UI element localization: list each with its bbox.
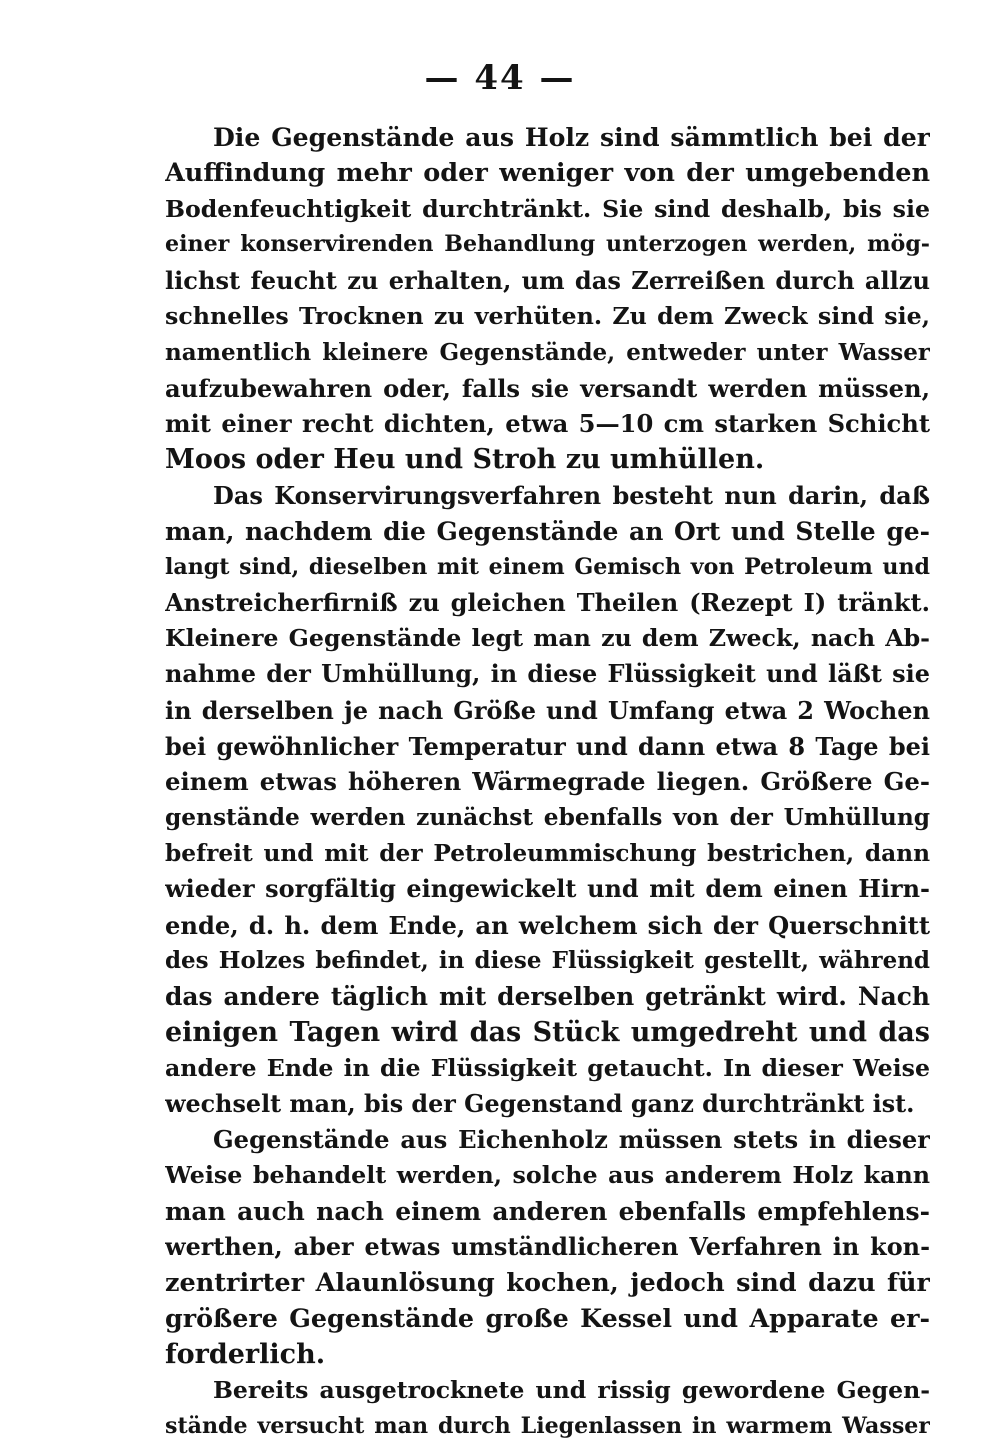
text-line: Bodenfeuchtigkeit durchtränkt. Sie sind deshalb, bis sie — [165, 194, 930, 223]
text-line: Auffindung mehr oder weniger von der umgebenden — [165, 157, 930, 188]
body-text — [165, 120, 930, 1444]
paragraph-1 — [165, 120, 930, 478]
text-line: man, nachdem die Gegenstände an Ort und Stelle ge- — [165, 516, 930, 546]
text-line: Gegenstände aus Eichenholz müssen stets in dieser — [213, 1125, 930, 1155]
text-line: forderlich. — [165, 1339, 326, 1371]
text-line: nahme der Umhüllung, in diese Flüssigkeit und läßt sie — [165, 659, 930, 688]
text-line: werthen, aber etwas umständlicheren Verfahren in kon- — [165, 1232, 930, 1261]
text-line: einer konservirenden Behandlung unterzogen werden, mög- — [165, 231, 930, 258]
text-line: Weise behandelt werden, solche aus anderem Holz kann — [165, 1161, 930, 1190]
paragraph-2 — [165, 478, 930, 1122]
text-line: größere Gegenstände große Kessel und Apparate er- — [165, 1303, 930, 1334]
text-line: Anstreicherfirniß zu gleichen Theilen (Rezept I) tränkt. — [165, 588, 930, 618]
text-line: des Holzes befindet, in diese Flüssigkeit gestellt, während — [165, 947, 930, 975]
text-line: langt sind, dieselben mit einem Gemisch von Petroleum und — [165, 553, 930, 580]
text-line: Bereits ausgetrocknete und rissig gewordene Gegen- — [213, 1375, 930, 1404]
text-line: einigen Tagen wird das Stück umgedreht und das — [165, 1016, 930, 1048]
text-line: bei gewöhnlicher Temperatur und dann etwa 8 Tage bei — [165, 731, 930, 761]
text-line: zentrirter Alaunlösung kochen, jedoch sind dazu für — [165, 1267, 930, 1298]
text-line: befreit und mit der Petroleummischung bestrichen, dann — [165, 839, 930, 867]
text-line: stände versucht man durch Liegenlassen in warmem Wasser — [165, 1412, 930, 1439]
text-line: schnelles Trocknen zu verhüten. Zu dem Zweck sind sie, — [165, 301, 930, 330]
text-line: Kleinere Gegenstände legt man zu dem Zweck, nach Ab- — [165, 624, 930, 653]
text-line: einem etwas höheren Wärmegrade liegen. Größere Ge- — [165, 767, 930, 797]
text-line: wechselt man, bis der Gegenstand ganz durchtränkt ist. — [165, 1089, 915, 1118]
text-line: Das Konservirungsverfahren besteht nun darin, daß — [213, 480, 930, 510]
text-line: wieder sorgfältig eingewickelt und mit dem einen Hirn- — [165, 874, 930, 903]
page-number: — 44 — — [424, 58, 576, 98]
text-line: lichst feucht zu erhalten, um das Zerreißen durch allzu — [165, 266, 930, 296]
text-line: Moos oder Heu und Stroh zu umhüllen. — [165, 444, 765, 476]
text-line: das andere täglich mit derselben getränkt wird. Nach — [165, 982, 930, 1012]
text-line: mit einer recht dichten, etwa 5—10 cm starken Schicht — [165, 409, 930, 439]
paragraph-4 — [165, 1373, 930, 1444]
text-line: ende, d. h. dem Ende, an welchem sich der Querschnitt — [165, 910, 930, 940]
text-line: man auch nach einem anderen ebenfalls empfehlens- — [165, 1196, 930, 1226]
text-line: aufzubewahren oder, falls sie versandt werden müssen, — [165, 373, 930, 403]
paragraph-3 — [165, 1122, 930, 1373]
text-line: namentlich kleinere Gegenstände, entweder unter Wasser — [165, 338, 930, 366]
text-line: andere Ende in die Flüssigkeit getaucht. In dieser Weise — [165, 1053, 930, 1082]
text-line: genstände werden zunächst ebenfalls von der Umhüllung — [165, 804, 930, 832]
text-line: in derselben je nach Größe und Umfang etwa 2 Wochen — [165, 695, 930, 725]
text-line: Die Gegenstände aus Holz sind sämmtlich bei der — [213, 122, 930, 152]
